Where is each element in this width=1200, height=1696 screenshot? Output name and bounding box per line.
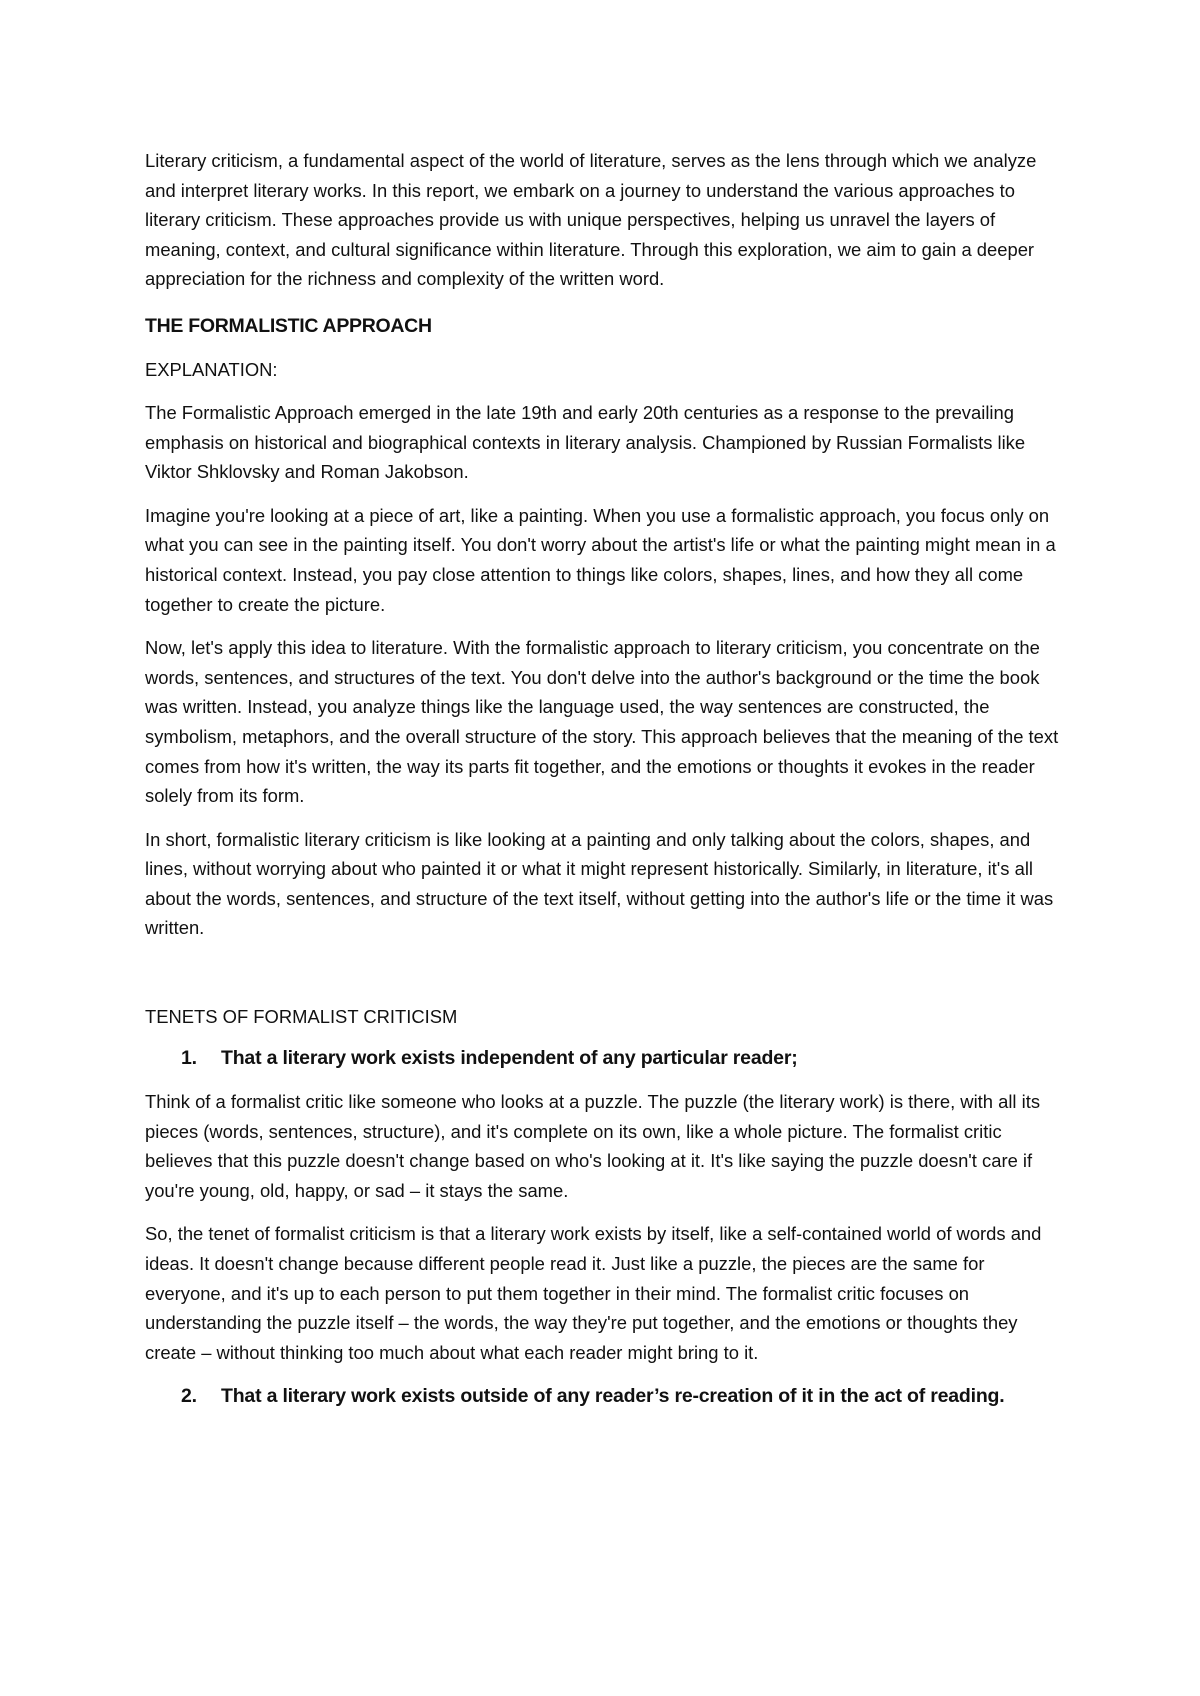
explanation-label: EXPLANATION:	[145, 358, 278, 380]
explanation-paragraph: Now, let's apply this idea to literature. With the formalistic approach to literary criticism, you concentrate on the words, sentences, and structures of the text. You don't delve into the author's background or the time the book was written. Instead, you analyze things like the language used, the way sentences are constructed, the symbolism, metaphors, and the overall structure of the story. This approach believes that the meaning of the text comes from how it's written, the way its parts fit together, and the emotions or thoughts it evokes in the reader solely from its form.	[145, 637, 1059, 807]
tenet-paragraph: Think of a formalist critic like someone who looks at a puzzle. The puzzle (the literary work) is there, with all its pieces (words, sentences, structure), and it's complete on its own, like a whole picture. The formalist critic believes that this puzzle doesn't change based on who's looking at it. It's like saying the puzzle doesn't care if you're young, old, happy, or sad – it stays the same.	[145, 1091, 1041, 1201]
tenet-heading-text: That a literary work exists outside of any reader’s re-creation of it in the act of reading.	[221, 1385, 1005, 1408]
explanation-paragraph: In short, formalistic literary criticism is like looking at a painting and only talking about the colors, shapes, and lines, without worrying about who painted it or what it might represent historically. Similarly, in literature, it's all about the words, sentences, and structure of the text itself, without getting into the author's life or the time it was written.	[145, 828, 1054, 939]
tenet-paragraph: So, the tenet of formalist criticism is that a literary work exists by itself, like a self-contained world of words and ideas. It doesn't change because different people read it. Just like a puzzle, the pieces are the same for everyone, and it's up to each person to put them together in their mind. The formalist critic focuses on understanding the puzzle itself – the words, the way they're put together, and the emotions or thoughts they create – without thinking too much about what each reader might bring to it.	[145, 1223, 1042, 1363]
intro-paragraph: Literary criticism, a fundamental aspect of the world of literature, serves as the lens through which we analyze and interpret literary works. In this report, we embark on a journey to understand the various approaches to literary criticism. These approaches provide us with unique perspectives, helping us unravel the layers of meaning, context, and cultural significance within literature. Through this exploration, we aim to gain a deeper appreciation for the richness and complexity of the written word.	[145, 150, 1037, 290]
tenet-heading-2	[145, 1381, 1065, 1411]
section-title: THE FORMALISTIC APPROACH	[145, 314, 432, 337]
document-page	[145, 146, 1065, 1425]
tenet-heading-1	[145, 1043, 1065, 1073]
tenet-number: 1.	[181, 1047, 197, 1070]
explanation-paragraph: The Formalistic Approach emerged in the late 19th and early 20th centuries as a response to the prevailing emphasis on historical and biographical contexts in literary analysis. Championed by Russian Formalists like Viktor Shklovsky and Roman Jakobson.	[145, 401, 1026, 483]
blank-line	[145, 957, 1065, 1003]
tenets-label: TENETS OF FORMALIST CRITICISM	[145, 1006, 458, 1028]
tenet-number: 2.	[181, 1385, 197, 1408]
explanation-paragraph: Imagine you're looking at a piece of art, like a painting. When you use a formalistic approach, you focus only on what you can see in the painting itself. You don't worry about the artist's life or what the painting might mean in a historical context. Instead, you pay close attention to things like colors, shapes, lines, and how they all come together to create the picture.	[145, 504, 1056, 615]
tenet-heading-text: That a literary work exists independent of any particular reader;	[221, 1047, 798, 1070]
